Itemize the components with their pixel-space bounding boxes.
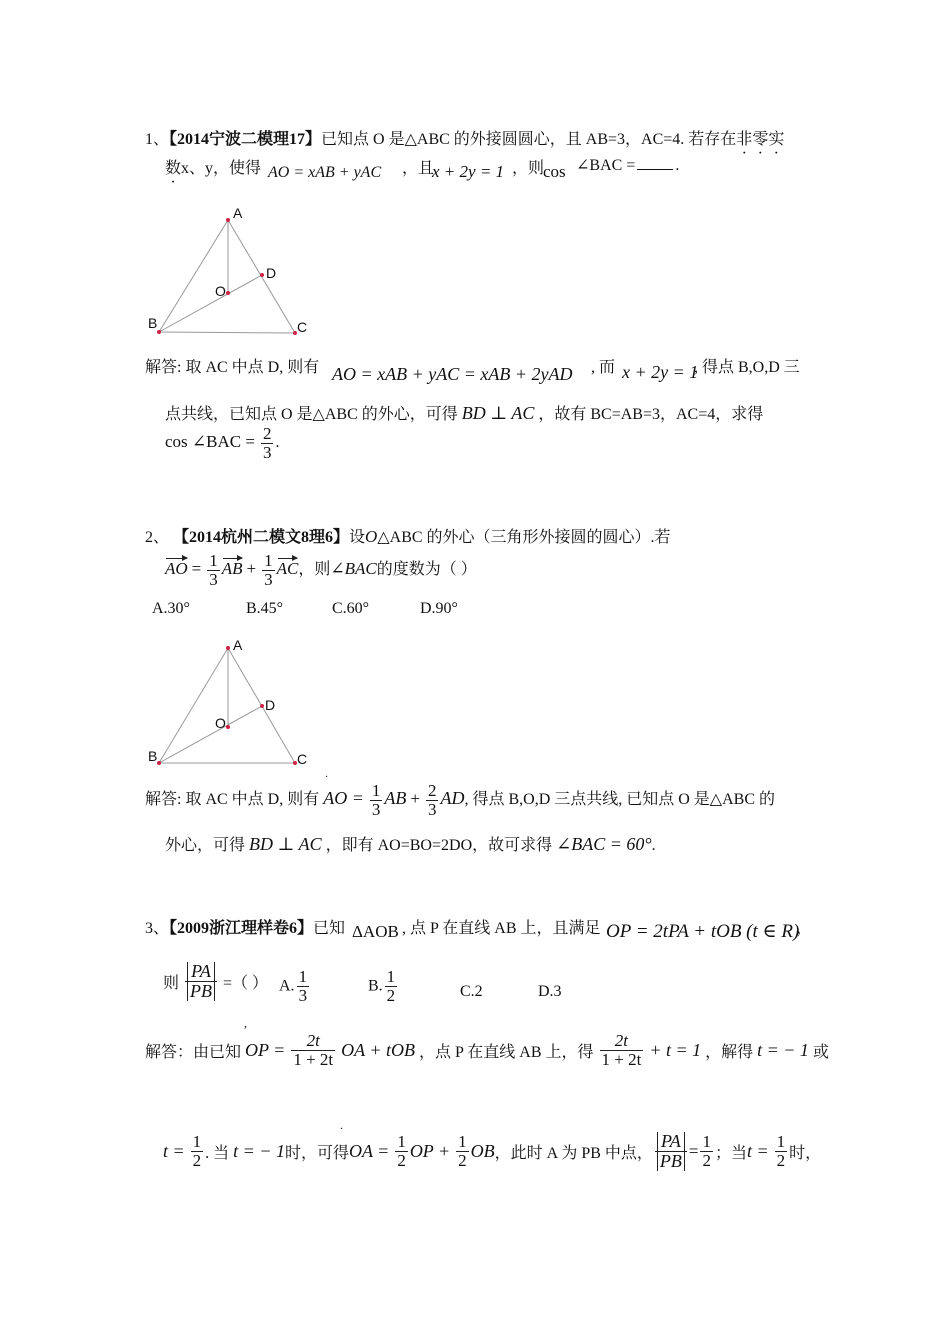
q3-line2 <box>163 962 268 1001</box>
q2-text-a: 设 <box>349 529 366 546</box>
q3-answer-line2-a: . 当 <box>205 1144 230 1162</box>
q3-answer-f-den: 1 + 2t <box>293 1049 334 1069</box>
q1-source: 【2014宁波二模理17】 <box>169 131 322 148</box>
q3-then: 则 <box>163 974 180 992</box>
q1-angle <box>576 155 679 175</box>
q1-answer-cos: cos ∠BAC = <box>165 432 255 452</box>
q2-answer-lhs: AO = <box>323 788 364 809</box>
q2-answer-v1: AB <box>384 788 407 809</box>
q3-answer-eq: = <box>688 1141 699 1161</box>
q3-option-b-label: B. <box>368 977 383 995</box>
q2-line2 <box>165 552 477 589</box>
q3-answer-f1-den: 2 <box>397 1150 406 1170</box>
q2-line1 <box>145 524 671 547</box>
q3-answer-t2: t = − 1 <box>233 1140 285 1161</box>
q1-label-o: O <box>215 283 226 299</box>
q2-answer-tail: , 得点 B,O,D 三点共线, 已知点 O 是△ABC 的 <box>464 791 776 809</box>
q2-stray-dot: . <box>325 766 328 780</box>
q3-ratio <box>185 962 217 1001</box>
q3-answer-f2-num: 1 <box>458 1132 467 1152</box>
q2-frac-1-num: 1 <box>209 551 218 570</box>
q3-option-a-frac <box>297 968 310 1005</box>
q1-formula-vec: AO = xAB + yAC <box>268 164 382 181</box>
q1-answer-perp: BD ⊥ AC <box>461 403 535 423</box>
q2-frac-1 <box>207 552 220 589</box>
q2-point-b-dot <box>157 761 161 765</box>
q3-answer-t3-frac <box>775 1133 788 1170</box>
q2-answer-line2 <box>165 832 656 855</box>
q1-answer-blank[interactable] <box>637 155 673 170</box>
q3-option-a-num: 1 <box>298 967 308 986</box>
q1-cos: cos <box>543 162 566 181</box>
q2-option-c[interactable]: C.60° <box>332 600 370 617</box>
q2-frac-2-den: 3 <box>264 569 273 589</box>
q3-answer-sol: t = − 1 <box>757 1039 809 1060</box>
q1-end: . <box>675 157 680 174</box>
q1-emph-4: 数 <box>165 160 182 177</box>
q2-vec-ab: AB <box>221 559 243 579</box>
q2-source: 【2014杭州二模文8理6】 <box>173 529 350 546</box>
q1-answer-line3 <box>165 425 279 462</box>
q1-answer-tail: , 得点 B,O,D 三 <box>694 359 800 376</box>
q2-angle: ∠BAC <box>330 559 377 579</box>
q3-answer-line2 <box>163 1132 821 1171</box>
q1-point-b <box>157 330 161 334</box>
q3-option-a-den: 3 <box>298 985 308 1005</box>
q2-answer-f1-den: 3 <box>371 799 381 819</box>
q1-answer-num: 2 <box>262 424 272 443</box>
q3-answer-ratio-den: PB <box>657 1152 685 1171</box>
q2-answer-angle: ∠BAC = 60° <box>556 834 652 854</box>
q2-label-c: C <box>297 751 308 767</box>
q3-answer-t: t = <box>163 1140 185 1161</box>
q3-stray-comma: , <box>244 1016 247 1030</box>
q3-answer-ratio-val <box>700 1133 713 1170</box>
q2-answer-plus: + <box>410 789 420 809</box>
q3-ratio-num: PA <box>187 962 215 981</box>
q1-answer-line2-a: 点共线，已知点 O 是△ABC 的外心，可得 <box>165 406 458 423</box>
q1-segment-bd <box>159 275 262 332</box>
q3-answer-line2-e: 时， <box>789 1144 822 1162</box>
q3-answer-t-num: 1 <box>192 1132 202 1152</box>
q2-option-b[interactable]: B.45° <box>246 600 284 617</box>
q1-line2 <box>165 155 261 178</box>
q1-label-b: B <box>148 315 158 331</box>
q3-comma: ， <box>796 920 813 937</box>
q3-option-d[interactable]: D.3 <box>538 983 562 1000</box>
q1-text-b: x、y，使得 <box>181 160 262 177</box>
q1-emph-3: 实 <box>768 131 785 148</box>
q3-answer-line1 <box>145 1032 829 1069</box>
q1-answer-den: 3 <box>262 442 272 462</box>
q1-answer-line2-b: ，故有 BC=AB=3，AC=4，求得 <box>538 406 764 423</box>
q3-answer-t-frac <box>191 1133 204 1170</box>
q1-answer-end: . <box>275 434 280 452</box>
q3-answer-f1 <box>395 1133 408 1170</box>
q2-point-a-dot <box>226 646 230 650</box>
q3-answer-mid: ，点 P 在直线 AB 上，得 <box>418 1043 594 1061</box>
q3-answer-t3-num: 1 <box>776 1132 786 1152</box>
q3-eq-paren: =（ ） <box>223 974 269 992</box>
q1-point-a <box>226 218 230 222</box>
q3-text-a: 已知 <box>313 920 346 937</box>
q2-figure <box>140 635 320 775</box>
q3-answer-or: 或 <box>812 1043 829 1061</box>
q2-option-d[interactable]: D.90° <box>420 600 458 617</box>
q2-answer-f1-num: 1 <box>371 781 381 800</box>
q3-answer-line2-b: 时，可得 <box>284 1144 349 1162</box>
q3-option-a-label: A. <box>279 977 295 995</box>
q3-triangle: ΔAOB <box>352 922 399 941</box>
q2-answer-lead: 解答: 取 AC 中点 D, 则有 <box>145 791 320 809</box>
q2-frac-1-den: 3 <box>209 569 218 589</box>
q2-frac-2-num: 1 <box>264 551 273 570</box>
q2-text-d: 的度数为（ ） <box>376 561 477 579</box>
q3-answer-t3: t = <box>747 1140 769 1161</box>
q2-number: 2、 <box>145 529 170 546</box>
q2-plus: + <box>246 559 257 579</box>
q3-number: 3、 <box>145 920 170 937</box>
q1-answer-line2 <box>165 401 763 424</box>
q1-text-d: ，则 <box>512 160 545 177</box>
q1-answer-fraction <box>261 425 274 462</box>
q1-text-c: ，且 <box>402 160 435 177</box>
q2-label-a: A <box>233 637 243 653</box>
q1-number: 1、 <box>145 131 170 148</box>
q3-answer-ob: OB <box>470 1140 495 1161</box>
q3-text-b: , 点 P 在直线 AB 上，且满足 <box>402 920 601 937</box>
q1-emph-1: 非 <box>736 131 753 148</box>
q2-label-o: O <box>215 715 226 731</box>
q2-frac-2 <box>262 552 275 589</box>
q2-label-d: D <box>265 697 276 713</box>
q2-answer-line1 <box>145 782 775 819</box>
q3-answer-t3-den: 2 <box>776 1150 786 1170</box>
q1-edge-ab <box>159 220 228 332</box>
q1-emph-2: 零 <box>752 131 769 148</box>
q2-answer-line2-b: ，即有 AO=BO=2DO，故可求得 <box>325 837 553 854</box>
q1-label-a: A <box>233 205 243 221</box>
q3-answer-frac <box>291 1032 335 1069</box>
q3-option-b-frac <box>385 968 398 1005</box>
q1-answer-formula-2: x + 2y = 1 <box>622 362 699 382</box>
q3-answer-oa: OA = <box>348 1140 390 1161</box>
q3-stray-dot: . <box>340 1118 343 1132</box>
q2-vec-ac: AC <box>276 559 299 579</box>
q3-answer-f2-den: 2 <box>458 1150 467 1170</box>
q3-answer-t-den: 2 <box>192 1150 202 1170</box>
q1-answer-mid: , 而 <box>591 359 616 376</box>
q2-answer-v2: AD <box>440 788 465 809</box>
q3-option-b-den: 2 <box>386 985 396 1005</box>
q3-answer-f-num: 2t <box>291 1032 335 1051</box>
q3-ratio-den: PB <box>187 982 215 1001</box>
q1-point-d <box>260 273 264 277</box>
q2-answer-f2-num: 2 <box>427 781 437 800</box>
q2-answer-perp: BD ⊥ AC <box>249 834 322 854</box>
q2-label-b: B <box>148 748 158 764</box>
q1-point-o <box>226 291 230 295</box>
q1-edge-bc <box>159 332 295 333</box>
q2-edge-ab <box>159 648 228 763</box>
q1-answer-lead: 解答: 取 AC 中点 D, 则有 <box>145 359 320 376</box>
q3-answer-frac-2 <box>600 1032 644 1069</box>
q3-answer-rv-den: 2 <box>702 1150 711 1170</box>
q3-option-a[interactable] <box>279 968 311 1005</box>
q3-answer-lhs: OP = <box>245 1039 286 1060</box>
q3-option-b-num: 1 <box>386 967 396 986</box>
q1-label-d: D <box>266 265 277 281</box>
q1-answer-formula: AO = xAB + yAC = xAB + 2yAD <box>332 364 573 384</box>
q2-text-b: △ABC 的外心（三角形外接圆的圆心）.若 <box>377 529 671 546</box>
q3-answer-rest: OA + tOB <box>341 1039 415 1060</box>
q3-answer-lead: 解答：由已知 <box>145 1043 242 1061</box>
q1-angle-text: ∠BAC = <box>576 157 636 174</box>
q3-answer-g-rest: + t = 1 <box>649 1039 702 1060</box>
q2-answer-f2-den: 3 <box>427 799 437 819</box>
q3-answer-line2-d: ；当 <box>714 1144 747 1162</box>
q3-answer-g-den: 1 + 2t <box>601 1049 642 1069</box>
q3-answer-f1-num: 1 <box>397 1132 406 1152</box>
q1-text-a: 已知点 O 是△ABC 的外接圆圆心，且 AB=3，AC=4. 若存在 <box>321 131 737 148</box>
q2-point-o: O <box>365 527 378 546</box>
q3-answer-ratio <box>655 1132 687 1171</box>
q2-segment-bd <box>159 706 262 763</box>
q3-option-b[interactable] <box>368 968 399 1005</box>
q2-answer-end: . <box>651 837 656 854</box>
q3-option-c[interactable]: C.2 <box>460 983 483 1000</box>
q3-answer-ratio-num: PA <box>657 1132 685 1151</box>
q3-line1 <box>145 915 345 938</box>
q2-answer-frac-2 <box>426 782 439 819</box>
q3-answer-line2-c: ，此时 A 为 PB 中点， <box>494 1144 653 1162</box>
q3-answer-g-num: 2t <box>600 1032 644 1051</box>
q2-text-c: ，则 <box>298 561 331 579</box>
q2-answer-frac-1 <box>370 782 383 819</box>
q2-point-o-dot <box>226 725 230 729</box>
q1-line1 <box>145 126 784 149</box>
q2-option-a[interactable]: A.30° <box>152 600 190 617</box>
q2-eq: = <box>191 559 202 579</box>
q3-answer-tail: ，解得 <box>705 1043 754 1061</box>
q1-formula-constraint: x + 2y = 1 <box>432 162 505 181</box>
q1-figure <box>140 200 320 340</box>
q3-answer-op: OP + <box>409 1140 451 1161</box>
q3-answer-f2 <box>456 1133 469 1170</box>
q2-vec-ao: AO <box>165 559 188 579</box>
q2-point-d-dot <box>260 704 264 708</box>
q3-answer-rv-num: 1 <box>702 1132 711 1152</box>
q3-formula: OP = 2tPA + tOB (t ∈ R) <box>606 921 800 942</box>
q2-answer-line2-a: 外心，可得 <box>165 837 246 854</box>
q1-label-c: C <box>297 319 308 335</box>
q3-source: 【2009浙江理样卷6】 <box>169 920 314 937</box>
